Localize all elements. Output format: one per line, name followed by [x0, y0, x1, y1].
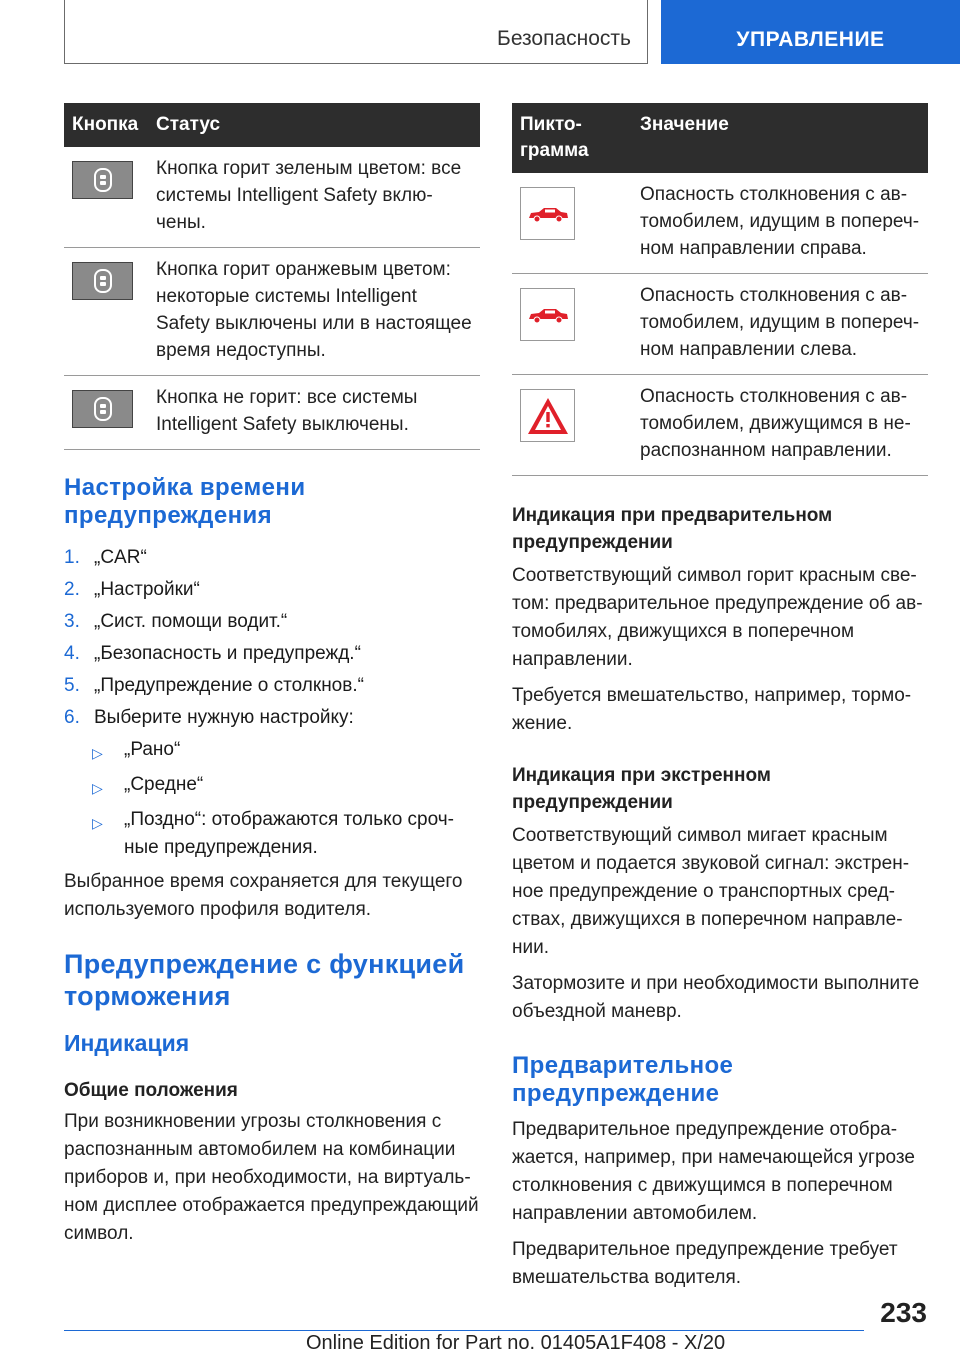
- options-list: [64, 736, 480, 862]
- status-table: [64, 103, 480, 450]
- triangle-bullet-icon: ▷: [92, 815, 103, 831]
- steps-list: [64, 544, 480, 732]
- warning-time-note: Выбранное время сохраняется для текущего используемого профиля водителя.: [64, 871, 463, 920]
- warning-triangle-icon: [520, 389, 575, 442]
- intelligent-safety-button-icon: [72, 390, 133, 428]
- general-title: Общие положения: [64, 1080, 238, 1101]
- table-row: [64, 248, 480, 376]
- list-item: ▷ „Средне“: [92, 771, 480, 802]
- table-row: [512, 274, 928, 375]
- pictogram-table: [512, 103, 928, 476]
- list-item: 1. „CAR“: [64, 547, 147, 568]
- car-red-icon: [520, 288, 575, 341]
- triangle-bullet-icon: ▷: [92, 745, 103, 761]
- left-column: [64, 103, 480, 1248]
- header-section-box: [64, 0, 648, 64]
- triangle-bullet-icon: ▷: [92, 780, 103, 796]
- pictogram-table-header-meaning: Значение: [632, 103, 928, 173]
- pictogram-text: Опасность столкновения с автомобилем, идущим в поперечном направлении справа.: [632, 173, 928, 274]
- pictogram-text: Опасность столкновения с автомобилем, идущим в поперечном направлении слева.: [632, 274, 928, 375]
- header-chapter-title: УПРАВЛЕНИЕ: [736, 28, 885, 51]
- prewarning-text2: Предварительное предупреждение требует вмешательства водителя.: [512, 1239, 898, 1288]
- prewarning-text1: Предварительное предупреждение отображается, например, при намечающейся угрозе столкновения с движущимся в поперечном направлении автомобилем.: [512, 1119, 915, 1224]
- list-item: 2. „Настройки“: [64, 579, 200, 600]
- status-text: Кнопка горит зеленым цветом: все системы Intelligent Safety включены.: [148, 147, 480, 248]
- braking-heading: Предупреждение с функцией торможения: [64, 949, 465, 1011]
- status-text: Кнопка горит оранжевым цветом: некоторые системы Intelligent Safety выключены или в настоящее время недоступны.: [148, 248, 480, 376]
- pictogram-text: Опасность столкновения с автомобилем, движущимся в нераспознанном направлении.: [632, 375, 928, 476]
- acute-display-text1: Соответствующий символ мигает красным цветом и подается звуковой сигнал: экстренное предупреждение о транспортных средствах, движущихся в поперечном направлении.: [512, 825, 910, 958]
- braking-subheading: Индикация: [64, 1030, 190, 1056]
- status-table-header-button: Кнопка: [64, 103, 148, 147]
- footer-edition: Online Edition for Part no. 01405A1F408 - X/20: [306, 1332, 726, 1354]
- intelligent-safety-button-icon: [72, 161, 133, 199]
- status-text: Кнопка не горит: все системы Intelligent Safety выключены.: [148, 376, 480, 450]
- list-item: ▷ „Поздно“: отображаются только срочные предупреждения.: [92, 806, 480, 862]
- header-section-title: Безопасность: [497, 27, 631, 50]
- intelligent-safety-button-icon: [72, 262, 133, 300]
- list-item: 4. „Безопасность и предупрежд.“: [64, 643, 361, 664]
- prewarning-heading: Предварительное предупреждение: [512, 1052, 734, 1107]
- status-table-header-status: Статус: [148, 103, 480, 147]
- acute-display-text2: Затормозите и при необходимости выполните объездной маневр.: [512, 973, 920, 1022]
- prewarning-display-title: Индикация при предварительном предупреждении: [512, 505, 833, 553]
- pictogram-table-header-pictogram: Пиктограмма: [512, 103, 632, 173]
- header-chapter-tab: [661, 0, 960, 64]
- list-item: ▷ „Рано“: [92, 736, 480, 767]
- table-row: [64, 376, 480, 450]
- table-row: [64, 147, 480, 248]
- general-text: При возникновении угрозы столкновения с распознанным автомобилем на комбинации приборов и, при необходимости, на виртуальном дисплее отображается предупреждающий символ.: [64, 1111, 479, 1244]
- prewarning-display-text1: Соответствующий символ горит красным светом: предварительное предупреждение об автомобилях, движущихся в поперечном направлении.: [512, 565, 923, 670]
- prewarning-display-text2: Требуется вмешательство, например, торможение.: [512, 685, 912, 734]
- list-item: 6. Выберите нужную настройку:: [64, 707, 354, 728]
- table-row: [512, 375, 928, 476]
- acute-display-title: Индикация при экстренном предупреждении: [512, 765, 771, 813]
- list-item: 3. „Сист. помощи водит.“: [64, 611, 288, 632]
- page-number: 233: [880, 1297, 927, 1328]
- list-item: 5. „Предупреждение о столкнов.“: [64, 675, 364, 696]
- table-row: [512, 173, 928, 274]
- right-column: [512, 103, 928, 1292]
- car-red-icon: [520, 187, 575, 240]
- footer-divider: [64, 1330, 864, 1331]
- warning-time-heading: Настройка времени предупреждения: [64, 474, 306, 529]
